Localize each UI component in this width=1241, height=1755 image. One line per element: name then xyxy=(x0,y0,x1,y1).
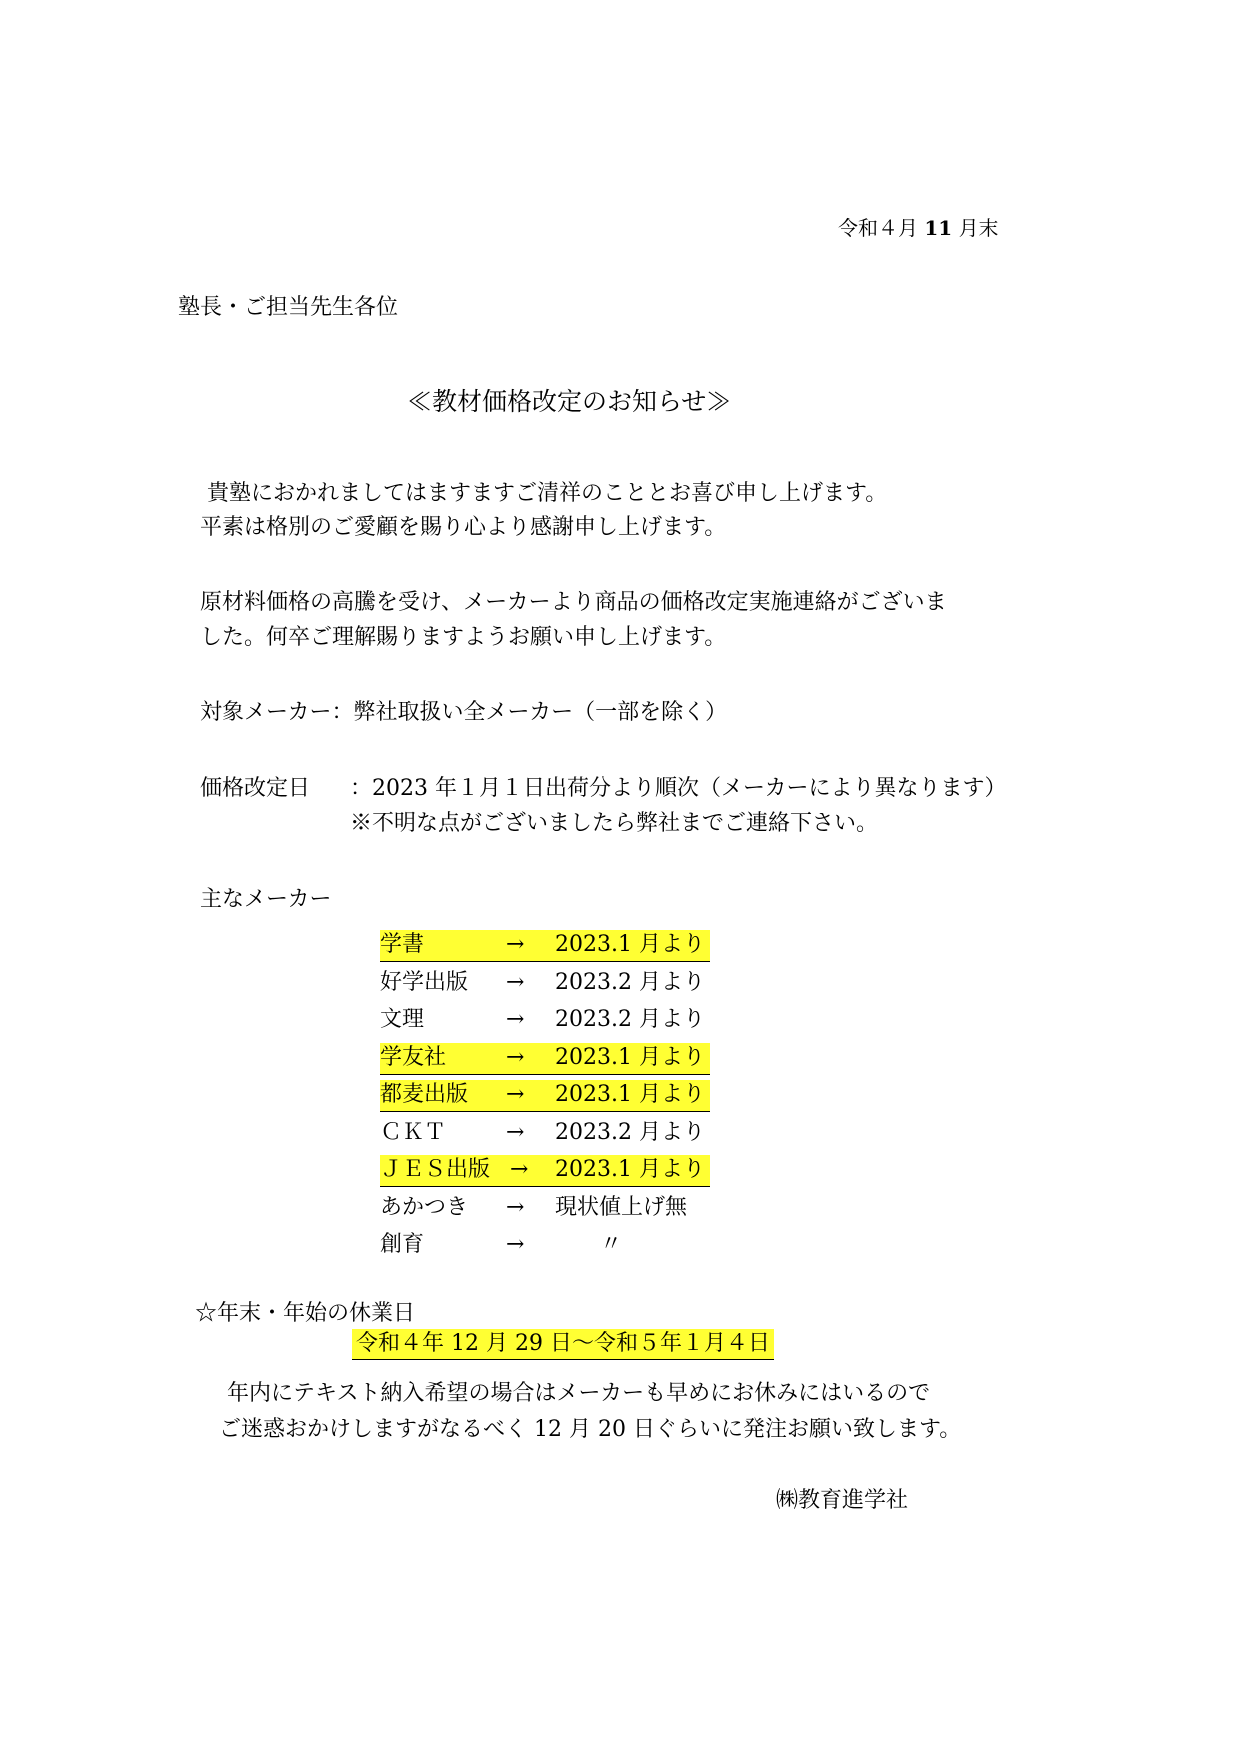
maker-row xyxy=(380,1076,710,1114)
maker-effective: 2023.2 月より xyxy=(555,1007,705,1032)
arrow-icon: → xyxy=(506,969,525,995)
greeting-line-2: 平素は格別のご愛顧を賜り心より感謝申し上げます。 xyxy=(200,515,727,540)
maker-effective: 現状値上げ無 xyxy=(555,1194,688,1220)
arrow-icon: → xyxy=(506,1044,525,1070)
revision-label: 価格改定日 xyxy=(200,776,311,801)
arrow-icon: → xyxy=(510,1157,529,1182)
maker-name: 学書 xyxy=(380,932,425,957)
makers-heading: 主なメーカー xyxy=(200,887,332,912)
notice-line-1: 原材料価格の高騰を受け、メーカーより商品の価格改定実施連絡がございま xyxy=(200,590,947,615)
maker-effective: 2023.2 月より xyxy=(555,1119,705,1145)
maker-row xyxy=(380,1151,710,1189)
arrow-icon: → xyxy=(506,1082,525,1107)
maker-row xyxy=(380,964,710,1002)
maker-row xyxy=(380,1114,710,1152)
maker-name: 学友社 xyxy=(380,1044,447,1070)
maker-effective: 2023.1 月より xyxy=(555,1157,705,1182)
arrow-icon: → xyxy=(506,1119,525,1145)
maker-name: 創育 xyxy=(380,1232,425,1257)
arrow-icon: → xyxy=(506,1194,525,1220)
maker-name: 都麦出版 xyxy=(380,1082,469,1107)
maker-effective: 2023.1 月より xyxy=(555,1044,705,1070)
maker-name: 好学出版 xyxy=(380,969,469,995)
date-suffix: 月末 xyxy=(958,216,999,240)
arrow-icon: → xyxy=(506,1007,525,1032)
document-title: ≪教材価格改定のお知らせ≫ xyxy=(407,387,732,416)
holiday-heading: ☆年末・年始の休業日 xyxy=(195,1301,416,1326)
maker-row xyxy=(380,1039,710,1077)
maker-list xyxy=(380,926,710,1264)
maker-effective: 2023.1 月より xyxy=(555,932,705,957)
document-date xyxy=(838,212,999,241)
company-name: ㈱教育進学社 xyxy=(776,1488,909,1513)
maker-row xyxy=(380,926,710,964)
notice-line-2: した。何卒ご理解賜りますようお願い申し上げます。 xyxy=(200,625,727,650)
maker-row xyxy=(380,1189,710,1227)
maker-name: ＣＫＴ xyxy=(380,1119,447,1145)
maker-effective: 2023.1 月より xyxy=(555,1082,705,1107)
arrow-icon: → xyxy=(506,932,525,957)
holiday-line-1: 年内にテキスト納入希望の場合はメーカーも早めにお休みにはいるので xyxy=(227,1381,931,1406)
arrow-icon: → xyxy=(506,1232,525,1257)
maker-name: あかつき xyxy=(380,1194,469,1220)
greeting-line-1: 貴塾におかれましてはますますご清祥のこととお喜び申し上げます。 xyxy=(207,481,888,506)
date-prefix: 令和４月 xyxy=(838,216,918,240)
holiday-line-2: ご迷惑おかけしますがなるべく 12 月 20 日ぐらいに発注お願い致します。 xyxy=(219,1417,962,1442)
target-makers: 対象メーカー：弊社取扱い全メーカー（一部を除く） xyxy=(200,700,728,725)
maker-effective: 2023.2 月より xyxy=(555,969,705,995)
holiday-dates: 令和４年 12 月 29 日～令和５年１月４日 xyxy=(352,1329,774,1360)
maker-row xyxy=(380,1001,710,1039)
recipient: 塾長・ご担当先生各位 xyxy=(178,295,399,320)
date-number: 11 xyxy=(924,216,953,240)
revision-note: ※不明な点がございましたら弊社までご連絡下さい。 xyxy=(350,811,879,836)
maker-row xyxy=(380,1226,710,1264)
maker-name: ＪＥＳ出版 xyxy=(380,1157,491,1182)
revision-value: ：2023 年１月１日出荷分より順次（メーカーにより異なります） xyxy=(350,776,1007,801)
maker-name: 文理 xyxy=(380,1007,425,1032)
maker-effective: 〃 xyxy=(600,1232,623,1257)
